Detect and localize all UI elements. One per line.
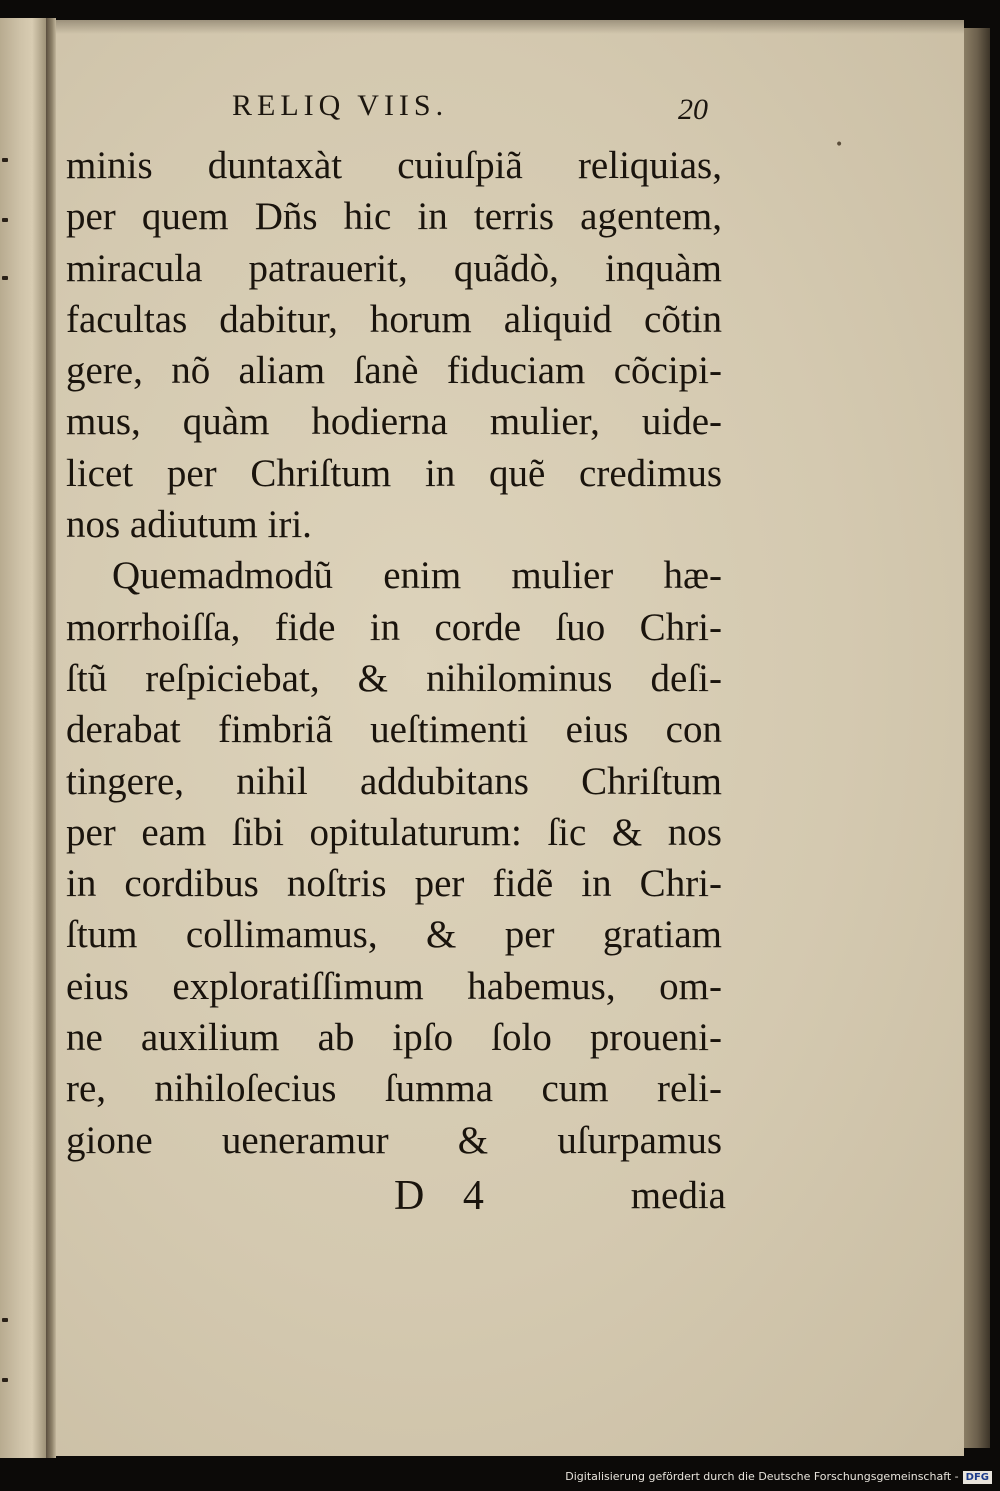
running-head: RELIQ VIIS. xyxy=(232,89,449,122)
text-line: ſtũ reſpiciebat, & nihilominus deſi- xyxy=(66,656,722,700)
text-line: gere, nõ aliam ſanè fiduciam cõcipi- xyxy=(66,349,722,393)
catchword: media xyxy=(630,1174,726,1217)
dfg-logo-icon: DFG xyxy=(963,1471,992,1484)
text-line: tingere, nihil addubitans Chriſtum xyxy=(66,759,722,803)
text-line: eius exploratiſſimum habemus, om- xyxy=(66,964,722,1008)
facing-page-ink-mark xyxy=(2,158,8,162)
text-block xyxy=(66,140,722,1166)
facing-page-edge xyxy=(0,18,46,1458)
text-line: per eam ſibi opitulaturum: ſic & nos xyxy=(66,810,722,854)
facing-page-ink-mark xyxy=(2,218,8,222)
text-line: miracula patrauerit, quãdò, inquàm xyxy=(66,246,722,290)
text-line: ne auxilium ab ipſo ſolo proueni- xyxy=(66,1016,722,1060)
page-edge-shadow xyxy=(964,28,990,1448)
facing-page-ink-mark xyxy=(2,276,8,280)
book-gutter xyxy=(46,18,56,1458)
text-line: minis duntaxàt cuiuſpiã reliquias, xyxy=(66,144,722,187)
text-line: nos adiutum iri. xyxy=(66,503,312,547)
text-line: morrhoiſſa, fide in corde ſuo Chri- xyxy=(66,605,722,649)
text-line: ſtum collimamus, & per gratiam xyxy=(66,913,722,957)
credit-text: Digitalisierung gefördert durch die Deutsche Forschungsgemeinschaft - xyxy=(565,1470,959,1483)
page-top-shadow xyxy=(56,20,964,34)
signature-mark: D 4 xyxy=(394,1173,498,1219)
text-line: mus, quàm hodierna mulier, uide- xyxy=(66,400,722,444)
paper-stain: • xyxy=(835,137,844,153)
signature-line xyxy=(66,1168,726,1224)
text-line: derabat fimbriã ueſtimenti eius con xyxy=(66,708,722,752)
page-number: 20 xyxy=(678,93,708,126)
text-line: per quem Dñs hic in terris agentem, xyxy=(66,195,722,239)
text-line: licet per Chriſtum in quẽ credimus xyxy=(66,451,722,495)
facing-page-ink-mark xyxy=(2,1378,8,1382)
digitization-credit xyxy=(565,1470,992,1484)
text-line: gione ueneramur & uſurpamus xyxy=(66,1118,722,1162)
text-line: in cordibus noſtris per fidẽ in Chri- xyxy=(66,862,722,906)
text-line: facultas dabitur, horum aliquid cõtin xyxy=(66,297,722,341)
text-line: re, nihiloſecius ſumma cum reli- xyxy=(66,1067,722,1111)
facing-page-ink-mark xyxy=(2,1318,8,1322)
text-line: Quemadmodũ enim mulier hæ- xyxy=(112,554,722,598)
